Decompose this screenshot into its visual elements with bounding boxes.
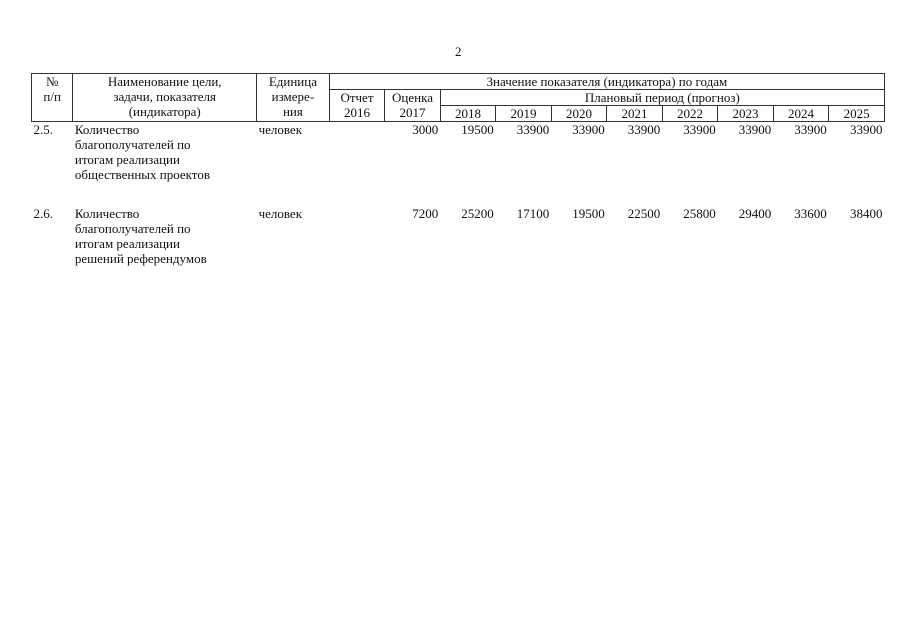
row-plan-value: 33900 [794,122,827,137]
row-name-line: решений референдумов [74,251,207,266]
header-year: 2018 [440,106,496,122]
header-name-line2: задачи, показателя [113,89,217,104]
row-plan-value: 22500 [627,206,661,221]
header-name-line1: Наименование цели, [107,74,222,89]
header-estimate-line1: Оценка [392,90,433,105]
header-unit [257,74,330,122]
header-year: 2021 [607,106,663,122]
row-plan-value: 25200 [461,206,494,221]
row-plan-value: 19500 [572,206,605,221]
row-name-line: Количество [74,122,140,137]
row-plan-value: 33900 [850,122,883,137]
table-row [32,206,885,266]
row-name-line: итогам реализации [74,152,180,167]
header-year: 2019 [496,106,552,122]
row-index: 2.5. [33,122,53,137]
header-year: 2022 [662,106,718,122]
header-year: 2020 [551,106,607,122]
row-plan-value: 25800 [683,206,716,221]
header-unit-line1: Единица [268,74,317,89]
row-plan-value: 33900 [627,122,661,137]
header-year: 2025 [829,106,885,122]
table-body [32,122,885,267]
row-plan-value: 33900 [738,122,772,137]
row-name-line: Количество [74,206,140,221]
row-name-line: общественных проектов [74,167,210,182]
row-unit: человек [258,206,303,221]
header-name-line3: (индикатора) [128,104,201,119]
header-report-line2: 2016 [343,105,370,120]
header-report-line1: Отчет [340,90,374,105]
header-values-title: Значение показателя (индикатора) по годам [329,74,884,90]
header-report [329,90,385,122]
row-name-line: благополучателей по [74,137,191,152]
header-unit-line2: измере- [271,89,315,104]
row-report-2016 [329,206,385,266]
row-index: 2.6. [33,206,53,221]
header-estimate-line2: 2017 [399,105,426,120]
row-estimate-2017: 7200 [412,206,439,221]
header-name [73,74,257,122]
header-number-line1: № [45,74,59,89]
row-name [73,122,257,207]
header-year: 2024 [773,106,829,122]
row-unit: человек [258,122,303,137]
row-name-line: итогам реализации [74,236,180,251]
row-estimate-2017: 3000 [412,122,439,137]
header-year: 2023 [718,106,774,122]
header-number-line2: п/п [43,89,61,104]
indicator-table [31,73,885,266]
header-plan-title: Плановый период (прогноз) [440,90,884,106]
row-plan-value: 17100 [516,206,550,221]
row-plan-value: 33900 [516,122,550,137]
row-report-2016 [329,122,385,207]
row-plan-value: 33900 [572,122,605,137]
row-name-line: благополучателей по [74,221,191,236]
row-plan-value: 19500 [461,122,494,137]
header-estimate [385,90,441,122]
row-plan-value: 29400 [738,206,772,221]
row-plan-value: 38400 [850,206,883,221]
page-number: 2 [455,44,462,59]
header-number [32,74,73,122]
header-unit-line3: ния [282,104,303,119]
row-plan-value: 33900 [683,122,716,137]
table-row [32,122,885,207]
table-header [32,74,885,122]
row-name [73,206,257,266]
row-plan-value: 33600 [794,206,827,221]
